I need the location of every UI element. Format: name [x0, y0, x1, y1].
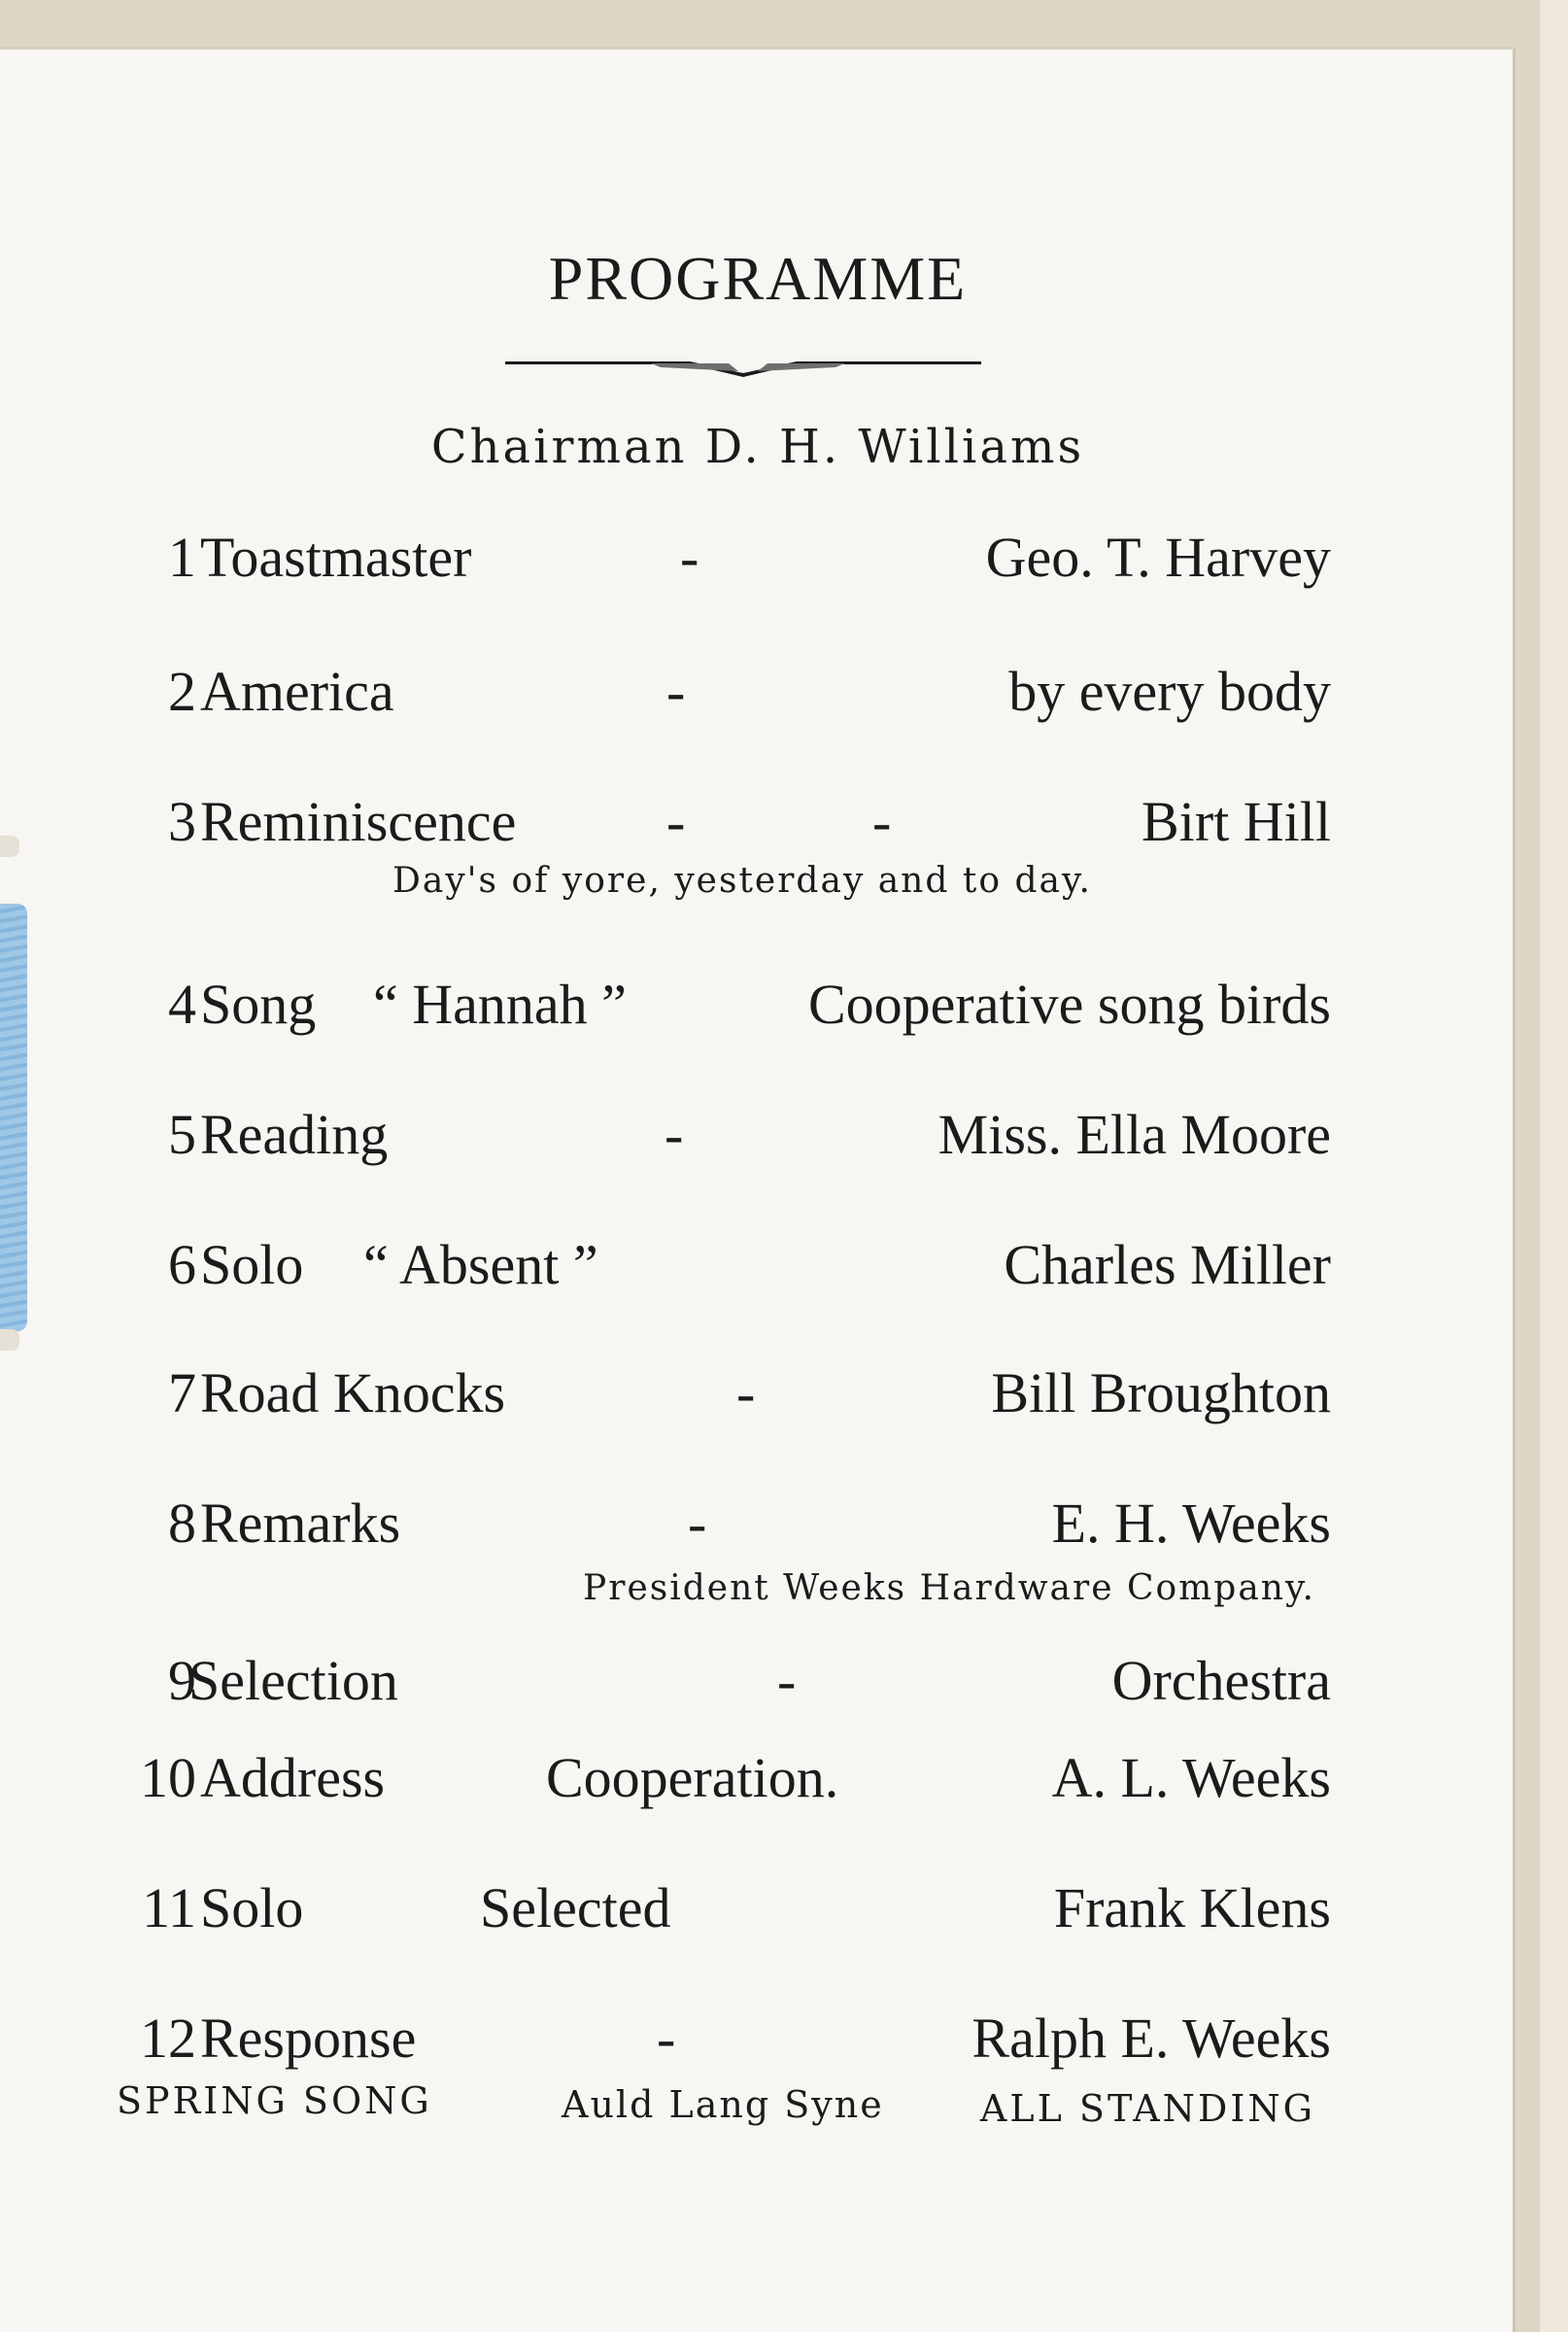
item-dash: - — [777, 1649, 797, 1712]
title-flourish — [505, 350, 981, 379]
item-performer: Geo. T. Harvey — [985, 526, 1331, 589]
item-subtitle: Selected — [480, 1876, 671, 1939]
item-event: Road Knocks — [200, 1361, 506, 1424]
item-8-note: President Weeks Hardware Company. — [583, 1568, 1315, 1608]
programme-item-6 — [0, 1232, 1516, 1300]
item-performer: E. H. Weeks — [1051, 1492, 1331, 1555]
item-performer: Bill Broughton — [991, 1361, 1331, 1424]
page-title: PROGRAMME — [548, 244, 968, 313]
programme-item-4 — [0, 972, 1516, 1040]
item-performer: A. L. Weeks — [1051, 1746, 1331, 1809]
footer-all-standing: ALL STANDING — [979, 2087, 1315, 2130]
item-event: America — [200, 660, 394, 723]
item-dash: - — [665, 1103, 684, 1166]
item-performer: by every body — [1008, 660, 1331, 723]
item-dash: - — [666, 660, 686, 723]
item-event: Song — [200, 973, 317, 1036]
item-number: 9 — [168, 1649, 196, 1712]
item-event: Address — [200, 1746, 386, 1809]
programme-item-1 — [0, 525, 1516, 593]
item-subtitle: “ Hannah ” — [373, 973, 627, 1036]
item-number: 12 — [140, 2006, 196, 2070]
item-number: 5 — [168, 1103, 196, 1166]
programme-item-7 — [0, 1360, 1516, 1428]
programme-item-5 — [0, 1102, 1516, 1170]
programme-item-12 — [0, 2006, 1516, 2074]
footer-spring-song: SPRING SONG — [117, 2079, 432, 2122]
item-performer: Ralph E. Weeks — [971, 2006, 1331, 2070]
item-number: 11 — [142, 1876, 196, 1939]
item-number: 2 — [168, 660, 196, 723]
programme-item-2 — [0, 659, 1516, 727]
item-dash-second: - — [872, 790, 892, 853]
programme-item-9 — [0, 1648, 1516, 1716]
item-number: 3 — [168, 790, 196, 853]
item-number: 7 — [168, 1361, 196, 1424]
item-event: Remarks — [200, 1492, 401, 1555]
item-number: 4 — [168, 973, 196, 1036]
item-performer: Frank Klens — [1053, 1876, 1331, 1939]
item-number: 10 — [140, 1746, 196, 1809]
item-event: Solo — [200, 1233, 304, 1296]
item-subtitle: “ Absent ” — [363, 1233, 598, 1296]
footer-auld-lang-syne: Auld Lang Syne — [562, 2083, 884, 2126]
item-performer: Orchestra — [1111, 1649, 1331, 1712]
programme-item-10 — [0, 1745, 1516, 1813]
item-dash: - — [688, 1492, 707, 1555]
item-subtitle: Cooperation. — [546, 1746, 839, 1809]
item-dash: - — [657, 2006, 676, 2070]
programme-item-11 — [0, 1875, 1516, 1943]
item-event: Solo — [200, 1876, 304, 1939]
programme-item-8 — [0, 1491, 1516, 1559]
ribbon-knot-bottom — [0, 1329, 19, 1351]
item-event: Response — [200, 2006, 417, 2070]
item-3-note: Day's of yore, yesterday and to day. — [392, 861, 1092, 901]
item-dash: - — [736, 1361, 756, 1424]
item-event: Toastmaster — [200, 526, 472, 589]
item-number: 1 — [168, 526, 196, 589]
item-event: Selection — [188, 1649, 398, 1712]
programme-item-3 — [0, 789, 1516, 857]
chairman-line: Chairman D. H. Williams — [430, 420, 1085, 474]
item-event: Reminiscence — [200, 790, 517, 853]
item-performer: Birt Hill — [1142, 790, 1331, 853]
item-event: Reading — [200, 1103, 389, 1166]
programme-page — [0, 47, 1516, 2332]
item-performer: Charles Miller — [1004, 1233, 1331, 1296]
item-performer: Cooperative song birds — [807, 973, 1331, 1036]
item-performer: Miss. Ella Moore — [937, 1103, 1331, 1166]
item-number: 8 — [168, 1492, 196, 1555]
item-dash: - — [666, 790, 686, 853]
item-dash: - — [680, 526, 699, 589]
item-number: 6 — [168, 1233, 196, 1296]
